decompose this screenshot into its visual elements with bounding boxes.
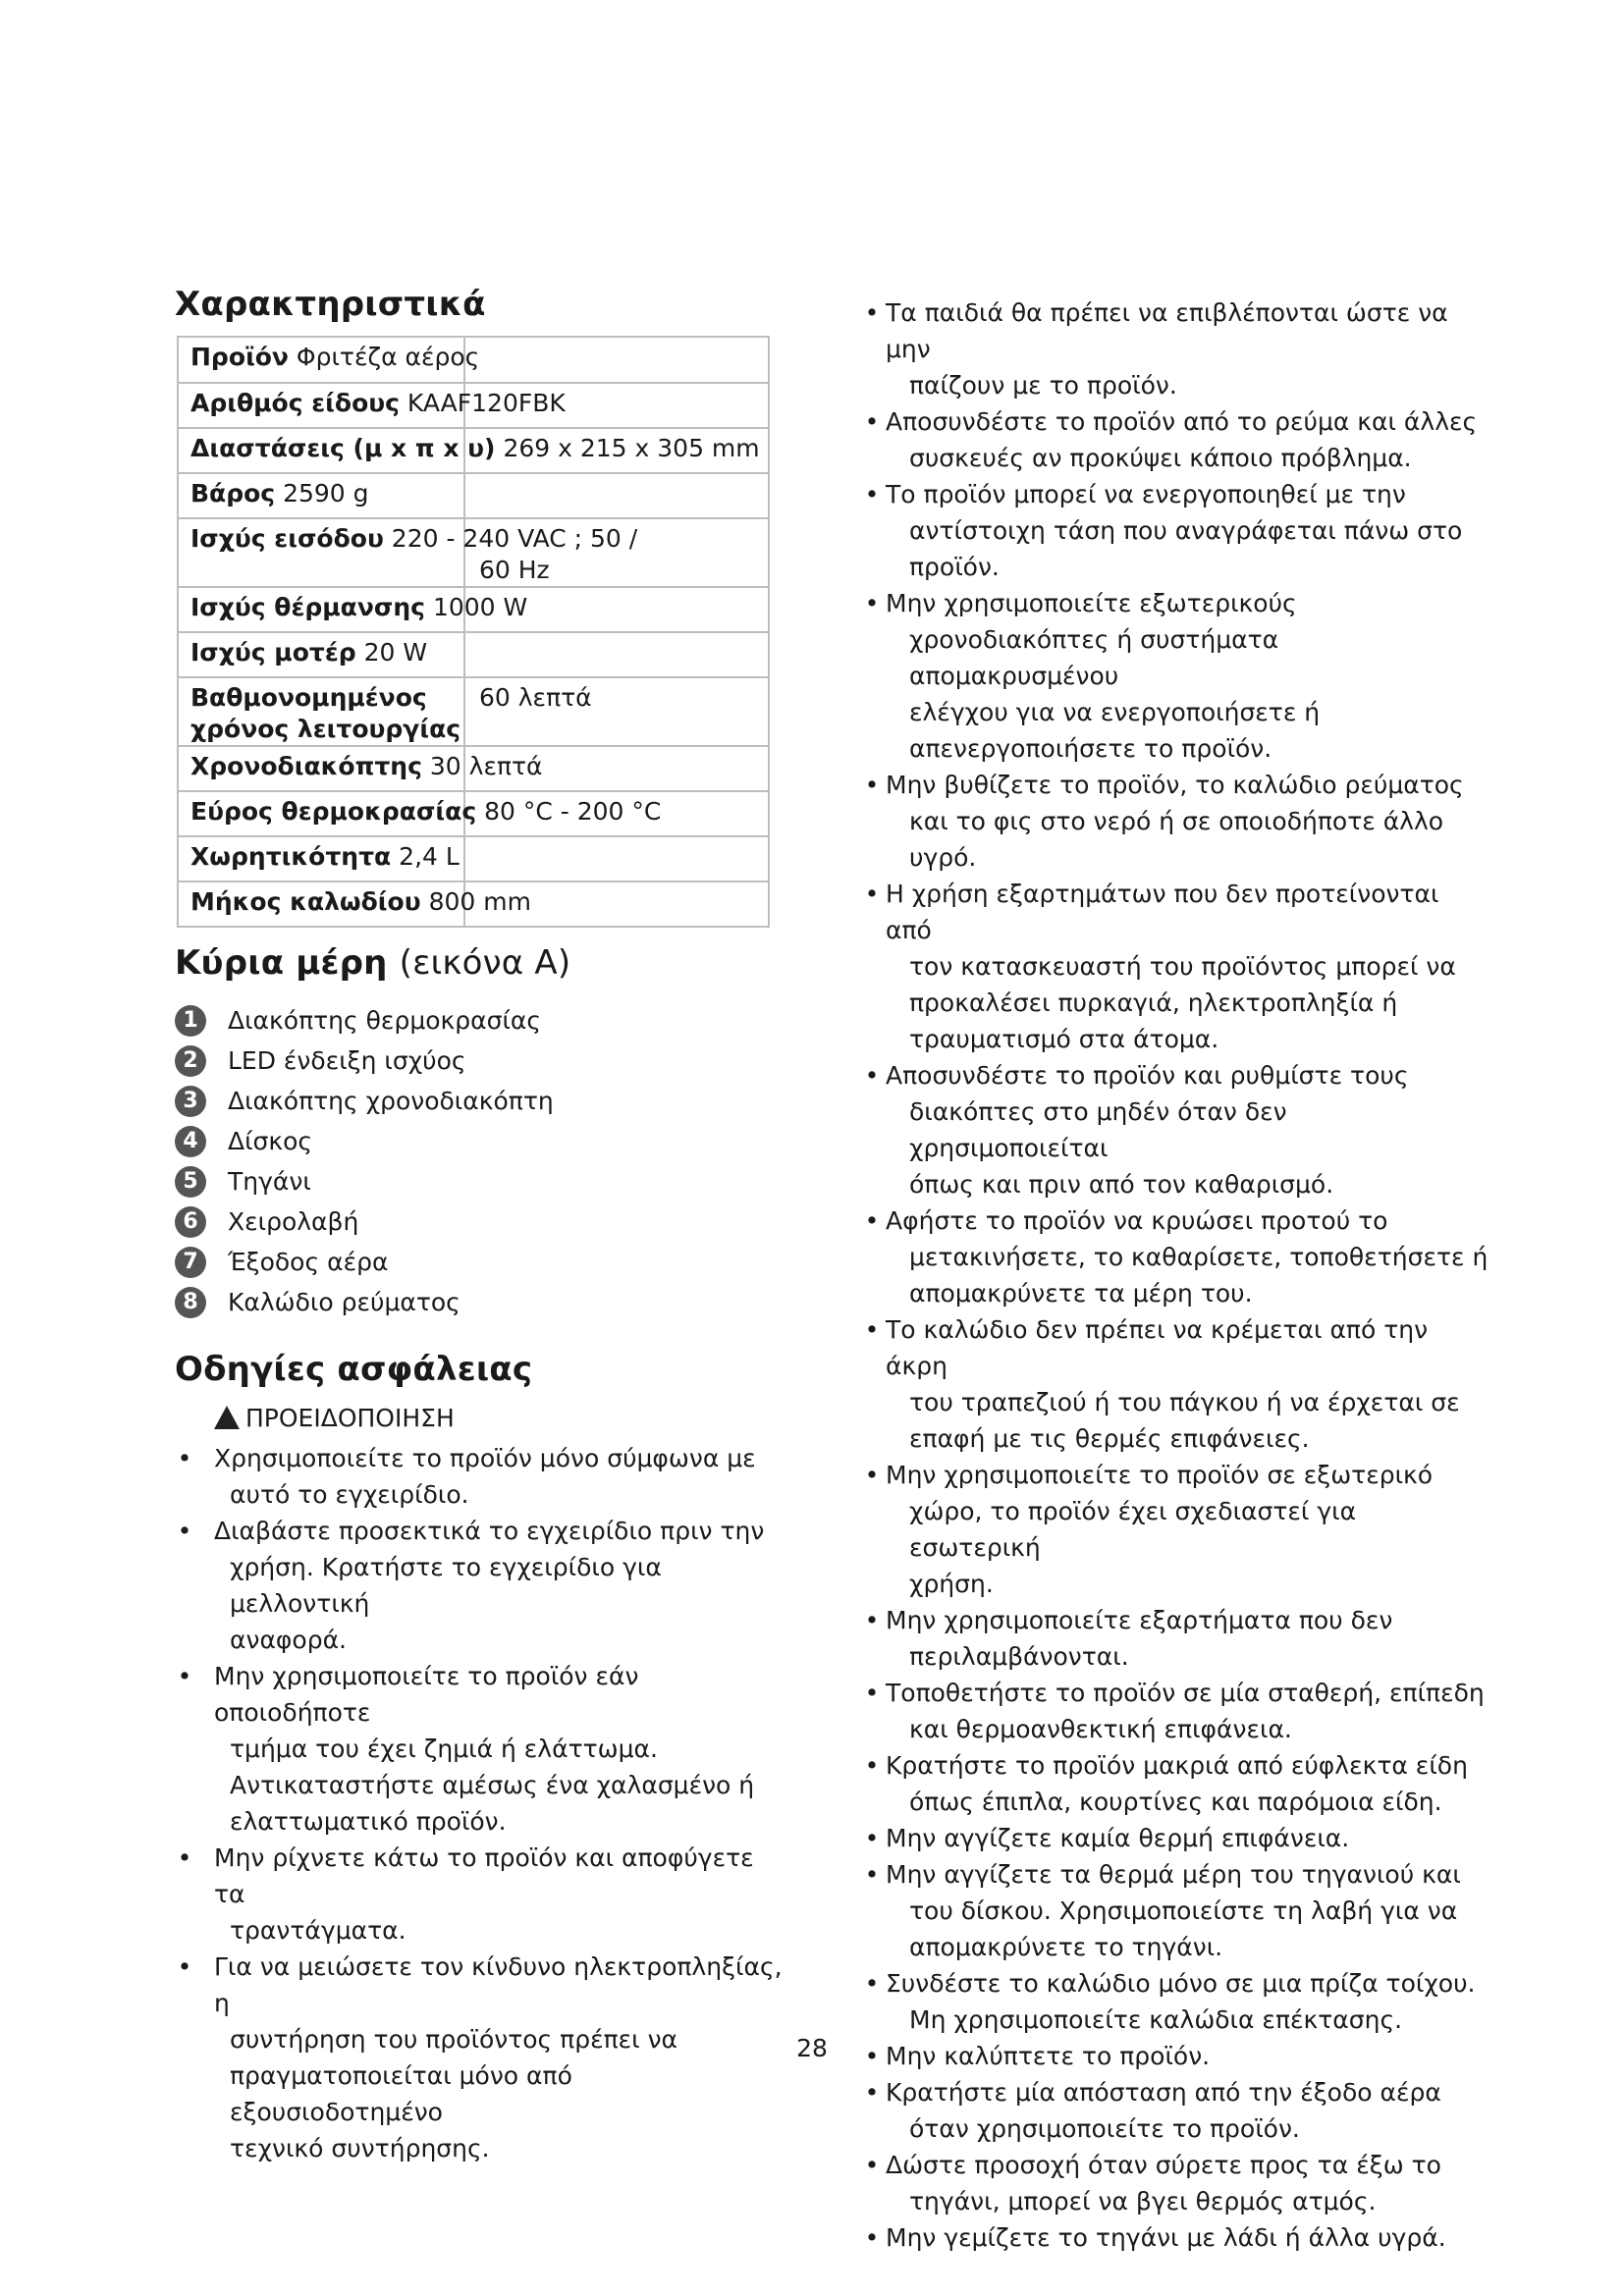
- safety-item: • Μην χρησιμοποιείτε το προϊόν σε εξωτερικό χώρο, το προϊόν έχει σχεδιαστεί για εσωτερική χρήση.: [862, 1457, 1490, 1602]
- part-item: [175, 1000, 784, 1041]
- part-item: [175, 1161, 784, 1201]
- safety-item: • Αποσυνδέστε το προϊόν και ρυθμίστε τους διακόπτες στο μηδέν όταν δεν χρησιμοποιείται όπως και πριν από τον καθαρισμό.: [862, 1057, 1490, 1202]
- left-column: [175, 285, 784, 2166]
- part-number-badge: 7: [175, 1247, 206, 1278]
- safety-item: • Η χρήση εξαρτημάτων που δεν προτείνονται από τον κατασκευαστή του προϊόντος μπορεί να προκαλέσει πυρκαγιά, ηλεκτροπληξία ή τραυματισμό στα άτομα.: [862, 876, 1490, 1057]
- part-number-badge: 6: [175, 1206, 206, 1238]
- safety-item: • Κρατήστε το προϊόν μακριά από εύφλεκτα είδη όπως έπιπλα, κουρτίνες και παρόμοια είδη.: [862, 1747, 1490, 1820]
- part-label: Έξοδος αέρα: [228, 1248, 389, 1276]
- part-label: LED ένδειξη ισχύος: [228, 1046, 466, 1075]
- spec-row: Βάρος 2590 g: [190, 479, 369, 507]
- part-label: Καλώδιο ρεύματος: [228, 1288, 460, 1316]
- safety-item: • Διαβάστε προσεκτικά το εγχειρίδιο πριν την χρήση. Κρατήστε το εγχειρίδιο για μελλοντική αναφορά.: [175, 1513, 784, 1658]
- safety-item: • Τοποθετήστε το προϊόν σε μία σταθερή, επίπεδη και θερμοανθεκτική επιφάνεια.: [862, 1675, 1490, 1747]
- warning-label: ΠΡΟΕΙΔΟΠΟΙΗΣΗ: [214, 1403, 784, 1432]
- main-parts-subheading: (εικόνα A): [399, 943, 571, 983]
- safety-list-right: [862, 294, 1490, 2256]
- safety-item: • Μην αγγίζετε καμία θερμή επιφάνεια.: [862, 1820, 1490, 1856]
- right-column: [862, 294, 1490, 2256]
- part-label: Διακόπτης θερμοκρασίας: [228, 1006, 542, 1035]
- spec-row: Βαθμονομημένος χρόνος λειτουργίας: [190, 683, 461, 743]
- part-number-badge: 5: [175, 1166, 206, 1198]
- spec-row: Αριθμός είδους KAAF120FBK: [190, 389, 566, 417]
- part-item: [175, 1282, 784, 1322]
- safety-item: • Μην γεμίζετε το τηγάνι με λάδι ή άλλα υγρά.: [862, 2219, 1490, 2256]
- part-label: Χειρολαβή: [228, 1207, 359, 1236]
- safety-item: • Μην βυθίζετε το προϊόν, το καλώδιο ρεύματος και το φις στο νερό ή σε οποιοδήποτε άλλο υγρό.: [862, 767, 1490, 876]
- spec-row: Ισχύς μοτέρ 20 W: [190, 638, 428, 667]
- safety-item: • Χρησιμοποιείτε το προϊόν μόνο σύμφωνα με αυτό το εγχειρίδιο.: [175, 1440, 784, 1513]
- safety-item: • Μην χρησιμοποιείτε εξωτερικούς χρονοδιακόπτες ή συστήματα απομακρυσμένου ελέγχου για να ενεργοποιήσετε ή απενεργοποιήσετε το προϊόν.: [862, 585, 1490, 767]
- part-item: [175, 1041, 784, 1081]
- spec-row: Διαστάσεις (μ x π x υ) 269 x 215 x 305 mm: [190, 434, 760, 462]
- spec-row: Χωρητικότητα 2,4 L: [190, 842, 460, 871]
- features-heading: Χαρακτηριστικά: [175, 285, 486, 324]
- spec-table: [177, 336, 770, 926]
- safety-item: • Το προϊόν μπορεί να ενεργοποιηθεί με την αντίστοιχη τάση που αναγράφεται πάνω στο προϊόν.: [862, 476, 1490, 585]
- safety-item: • Μην χρησιμοποιείτε εξαρτήματα που δεν περιλαμβάνονται.: [862, 1602, 1490, 1675]
- part-number-badge: 8: [175, 1287, 206, 1318]
- part-number-badge: 4: [175, 1126, 206, 1157]
- part-number-badge: 3: [175, 1086, 206, 1117]
- spec-row: Ισχύς εισόδου 220 - 240 VAC ; 50 /: [190, 524, 638, 553]
- spec-row: Προϊόν Φριτέζα αέρος: [190, 343, 480, 371]
- safety-item: • Μην αγγίζετε τα θερμά μέρη του τηγανιού και του δίσκου. Χρησιμοποιείστε τη λαβή για να απομακρύνετε το τηγάνι.: [862, 1856, 1490, 1965]
- part-item: [175, 1121, 784, 1161]
- part-item: [175, 1242, 784, 1282]
- safety-item: • Αποσυνδέστε το προϊόν από το ρεύμα και άλλες συσκευές αν προκύψει κάποιο πρόβλημα.: [862, 403, 1490, 476]
- safety-item: • Τα παιδιά θα πρέπει να επιβλέπονται ώστε να μην παίζουν με το προϊόν.: [862, 294, 1490, 403]
- part-label: Δίσκος: [228, 1127, 313, 1155]
- part-label: Τηγάνι: [228, 1167, 311, 1196]
- safety-item: • Για να μειώσετε τον κίνδυνο ηλεκτροπληξίας, η συντήρηση του προϊόντος πρέπει να πραγματοποιείται μόνο από εξουσιοδοτημένο τεχνικό συντήρησης.: [175, 1949, 784, 2166]
- part-number-badge: 1: [175, 1005, 206, 1037]
- safety-item: • Μην χρησιμοποιείτε το προϊόν εάν οποιοδήποτε τμήμα του έχει ζημιά ή ελάττωμα. Αντικαταστήστε αμέσως ένα χαλασμένο ή ελαττωματικό προϊόν.: [175, 1658, 784, 1840]
- spec-row: Χρονοδιακόπτης 30 λεπτά: [190, 752, 543, 780]
- safety-item: • Κρατήστε μία απόσταση από την έξοδο αέρα όταν χρησιμοποιείτε το προϊόν.: [862, 2074, 1490, 2147]
- safety-item: • Μην καλύπτετε το προϊόν.: [862, 2038, 1490, 2074]
- page-number: 28: [796, 2034, 828, 2062]
- parts-list: [175, 1000, 784, 1322]
- spec-row: Ισχύς θέρμανσης 1000 W: [190, 593, 528, 621]
- spec-value: 60 λεπτά: [479, 683, 592, 712]
- spec-value-cont: 60 Hz: [479, 556, 550, 584]
- safety-item: • Μην ρίχνετε κάτω το προϊόν και αποφύγετε τα τραντάγματα.: [175, 1840, 784, 1949]
- safety-item: • Συνδέστε το καλώδιο μόνο σε μια πρίζα τοίχου. Μη χρησιμοποιείτε καλώδια επέκτασης.: [862, 1965, 1490, 2038]
- part-number-badge: 2: [175, 1045, 206, 1077]
- spec-row: Μήκος καλωδίου 800 mm: [190, 887, 531, 916]
- part-item: [175, 1081, 784, 1121]
- part-label: Διακόπτης χρονοδιακόπτη: [228, 1087, 554, 1115]
- part-item: [175, 1201, 784, 1242]
- main-parts-heading: Κύρια μέρη (εικόνα A): [175, 943, 571, 983]
- safety-item: • Αφήστε το προϊόν να κρυώσει προτού το μετακινήσετε, το καθαρίσετε, τοποθετήσετε ή απομακρύνετε τα μέρη του.: [862, 1202, 1490, 1311]
- safety-item: • Δώστε προσοχή όταν σύρετε προς τα έξω το τηγάνι, μπορεί να βγει θερμός ατμός.: [862, 2147, 1490, 2219]
- safety-item: • Το καλώδιο δεν πρέπει να κρέμεται από την άκρη του τραπεζιού ή του πάγκου ή να έρχεται σε επαφή με τις θερμές επιφάνειες.: [862, 1311, 1490, 1457]
- safety-heading: Οδηγίες ασφάλειας: [175, 1350, 533, 1389]
- spec-row: Εύρος θερμοκρασίας 80 °C - 200 °C: [190, 797, 662, 826]
- warning-icon: [214, 1406, 240, 1429]
